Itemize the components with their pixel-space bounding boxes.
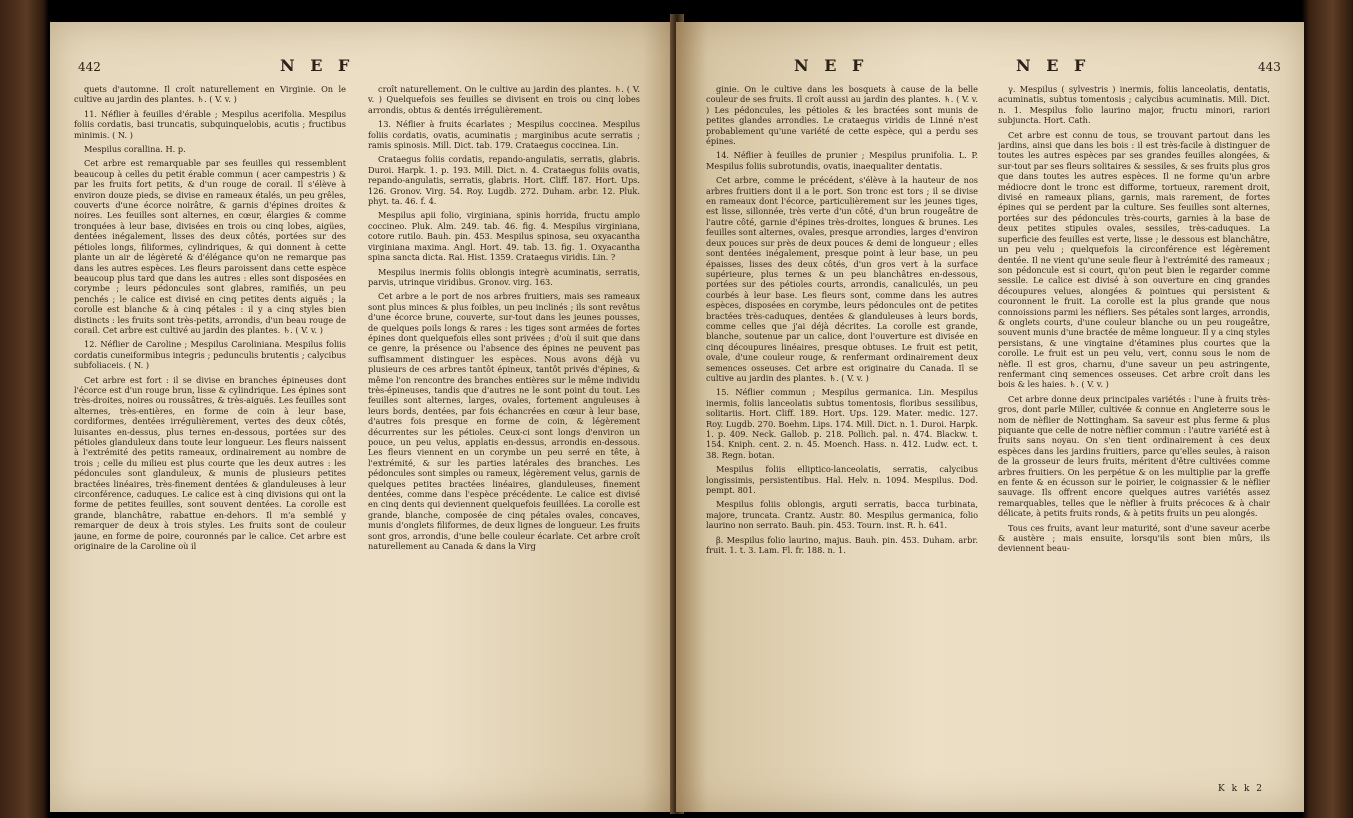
paragraph: croît naturellement. On le cultive au jardin des plantes. ♄. ( V. v. ) Quelquefois ses feuilles se divisent en trois ou cinq lobes arrondis, obtus & dentés irrégulièrement.: [368, 84, 640, 115]
right-column-2: [998, 84, 1270, 804]
paragraph: Cet arbre, comme le précédent, s'élève à la hauteur de nos arbres fruitiers dont il a le port. Son tronc est tors ; il se divise en rameaux dont l'écorce, particulièrement sur les jeunes tiges, est lisse, sillonnée, très verte d'un côté, d'un brun rougeâtre de l'autre côté, garnie d'épines très-droites, longues & brunes. Les feuilles sont alternes, ovales, presque arrondies, larges d'environ deux pouces sur près de deux pouces & demi de longueur ; elles sont dentées inégalement, presque point à leur base, un peu épaisses, lisses des deux côtés, d'un gros vert à la surface supérieure, plus ternes & un peu blanchâtres en-dessous, portées sur des pétioles courts, arrondis, canaliculés, un peu courbés à leur base. Les fleurs sont, comme dans les autres espèces, disposées en corymbe, leurs pédoncules ont de petites bractées très-caduques, dentées & glanduleuses à leurs bords, comme celles que j'ai déjà décrites. La corolle est grande, blanche, soutenue par un calice, dont l'ouverture est divisée en cinq découpures linéaires, presque obtuses. Le fruit est petit, ovale, d'une couleur rouge, & renfermant ordinairement deux semences osseuses. Cet arbre est originaire du Canada. Il se cultive au jardin des plantes. ♄. ( V. v. ): [706, 175, 978, 383]
paragraph: Cet arbre a le port de nos arbres fruitiers, mais ses rameaux sont plus minces & plus foibles, un peu inclinés ; ils sont revêtus d'une écorce brune, couverte, sur-tout dans les jeunes pousses, de quelques poils longs & rares : les tiges sont armées de fortes épines dont quelquefois elles sont privées ; d'où il suit que dans ce genre, la présence ou l'absence des épines ne peuvent pas suffisamment distinguer les espèces. Nous avons déjà vu plusieurs de ces arbres tantôt épineux, tantôt privés d'épines, & même l'on rencontre des branches entières sur le même individu très-épineuses, tandis que d'autres ne le sont point du tout. Les feuilles sont alternes, larges, ovales, fortement anguleuses à leurs bords, dentées, par fois échancrées en cœur à leur base, d'autres fois presque en forme de coin, & légèrement décurrentes sur les pétioles. Ceux-ci sont longs d'environ un pouce, un peu velus, applatis en-dessus, arrondis en-dessous. Les fleurs viennent en un corymbe un peu serré en tête, à l'extrémité, & sur les parties latérales des branches. Les pédoncules sont simples ou rameux, légèrement velus, garnis de quelques petites bractées linéaires, glanduleuses, finement dentées, comme dans l'espèce précédente. Le calice est divisé en cinq dents qui deviennent quelquefois feuillées. La corolle est grande, blanche, composée de cinq pétales ovales, concaves, munis d'onglets filiformes, de deux lignes de longueur. Les fruits sont gros, arrondis, d'une belle couleur écarlate. Cet arbre croît naturellement au Canada & dans la Virg: [368, 291, 640, 552]
paragraph: Cet arbre est fort : il se divise en branches épineuses dont l'écorce est d'un rouge brun, lisse & cylindrique. Les épines sont très-droites, noires ou roussâtres, & très-aiguës. Les feuilles sont alternes, très-entières, en forme de coin à leur base, cordiformes, dentées irrégulièrement, vertes des deux côtés, luisantes en-dessus, plus ternes en-dessous, portées sur des pétioles glanduleux dans toute leur longueur. Les fleurs naissent à l'extrémité des petits rameaux, ordinairement au nombre de trois ; celle du milieu est plus courte que les deux autres : les pédoncules sont glanduleux, & munis de plusieurs petites bractées linéaires, très-finement dentées & glanduleuses à leur circonférence, caduques. Le calice est à cinq divisions qui ont la forme de petites feuilles, sont souvent dentées. La corolle est grande, blanchâtre, rabattue en-dehors. Il m'a semblé y remarquer de deux à trois styles. Les fruits sont de couleur jaune, en forme de poire, couronnés par le calice. Cet arbre est originaire de la Caroline où il: [74, 374, 346, 552]
paragraph: 15. Néflier commun ; Mespilus germanica. Lin. Mespilus inermis, foliis lanceolatis subtus tomentosis, floribus sessilibus, solitariis. Hort. Cliff. 189. Hort. Ups. 129. Mater. medic. 127. Roy. Lugdb. 270. Boehm. Lips. 174. Mill. Dict. n. 1. Duroi. Harpk. 1. p. 409. Neck. Gallob. p. 218. Pollich. pal. n. 474. Blackw. t. 154. Kniph. cent. 2. n. 45. Moench. Hass. n. 412. Ludw. ect. t. 38. Regn. botan.: [706, 387, 978, 460]
running-header-right-a: N E F: [794, 56, 869, 75]
paragraph: Mespilus corallina. H. p.: [84, 144, 186, 155]
left-column-2: [368, 84, 640, 804]
paragraph: quets d'automne. Il croît naturellement en Virginie. On le cultive au jardin des plantes. ♄. ( V. v. ): [74, 84, 346, 105]
paragraph: β. Mespilus folio laurino, majus. Bauh. pin. 453. Duham. arbr. fruit. 1. t. 3. Lam. Fl. fr. 188. n. 1.: [706, 534, 978, 556]
paragraph: 12. Néflier de Caroline ; Mespilus Caroliniana. Mespilus foliis cordatis cuneiformibus integris ; pedunculis brutentis ; calycibus subfoliaceis. ( N. ): [74, 339, 346, 371]
paragraph: Mespilus apii folio, virginiana, spinis horrida, fructu amplo coccineo. Pluk. Alm. 249. tab. 46. fig. 4. Mespilus virginiana, cotore rutilo. Bauh. pin. 453. Mespilus spinosa, seu oxyacantha virginiana maxima. Angl. Hort. 49. tab. 13. fig. 1. Oxyacantha spina sancta dicta. Rai. Hist. 1359. Crataegus viridis. Lin. ?: [368, 210, 640, 263]
paragraph: Cet arbre donne deux principales variétés : l'une à fruits très-gros, dont parle Miller, cultivée & connue en Angleterre sous le nom de nèflier de Nottingham. Sa saveur est plus ferme & plus piquante que celle de notre nèflier commun : l'autre variété est à fruits sans noyau. On s'en tient ordinairement à ces deux espèces dans les jardins fruitiers, parce qu'elles seules, à raison de la grosseur de leurs fruits, méritent d'être cultivées comme arbres fruitiers. On les perpétue & on les multiplie par la greffe en fente & en écusson sur le poirier, le coignassier & le nèflier sauvage. Ils offrent encore quelques autres variétés assez remarquables, telles que le nèflier à fruits précoces & à chair délicate, à petits fruits ronds, & à petits fruits un peu alongés.: [998, 393, 1270, 519]
left-page: [50, 22, 680, 812]
paragraph: Cet arbre est remarquable par ses feuilles qui ressemblent beaucoup à celles du petit érable commun ( acer campestris ) & par les fruits fort petits, & d'un rouge de corail. Il s'élève à environ douze pieds, se divise en rameaux étalés, un peu grêles, couverts d'une écorce noirâtre, & garnis d'épines droites & noires. Les feuilles sont alternes, en cœur, élargies & comme tronquées à leur base, divisées en trois ou cinq lobes, aigües, dentées inégalement, lisses des deux côtés, portées sur des pétioles longs, filiformes, cylindriques, & qui donnent à cette plante un air de légèreté & d'élégance qu'on ne remarque pas dans les autres espèces. Les fleurs paroissent dans cette espèce beaucoup plus tard que dans les autres : elles sont disposées en corymbe ; leurs pédoncules sont glabres, ramifiés, un peu penchés ; le calice est divisé en cinq petites dents aiguës ; la corolle est blanche & à cinq pétales : il y a cinq styles bien distincts : les fruits sont très-petits, arrondis, d'un beau rouge de corail. Cet arbre est cultivé au jardin des plantes. ♄. ( V. v. ): [74, 158, 346, 335]
paragraph: γ. Mespilus ( sylvestris ) inermis, foliis lanceolatis, dentatis, acuminatis, subtus tomentosis ; calycibus acuminatis. Mill. Dict. n. 1. Mespilus folio laurino major, fructu minori, rariori subjuncta. Hort. Cath.: [998, 84, 1270, 126]
running-header-left: N E F: [280, 56, 355, 75]
page-number-left: 442: [78, 60, 101, 74]
paragraph: Mespilus foliis elliptico-lanceolatis, serratis, calycibus longissimis, persistentibus. Hal. Helv. n. 1094. Mespilus. Dod. pempt. 801.: [706, 464, 978, 496]
paragraph: 11. Néflier à feuilles d'érable ; Mespilus acerifolia. Mespilus foliis cordatis, basi truncatis, subquinquelobis, acutis ; fructibus minimis. ( N. ): [74, 108, 346, 140]
right-page: [676, 22, 1304, 812]
right-column-1: [706, 84, 978, 804]
paragraph: 14. Néflier à feuilles de prunier ; Mespilus prunifolia. L. P. Mespilus foliis subrotundis, ovatis, inaequaliter dentatis.: [706, 150, 978, 171]
page-number-right: 443: [1258, 60, 1281, 74]
paragraph: Crataegus foliis cordatis, repando-angulatis, serratis, glabris. Duroi. Harpk. 1. p. 193. Mill. Dict. n. 4. Crataegus foliis ovatis, repando-angulatis, serratis, glabris. Hort. Cliff. 187. Hort. Ups. 126. Gronov. Virg. 54. Roy. Lugdb. 272. Duham. arbr. 12. Pluk. phyt. ta. 46. f. 4.: [368, 154, 640, 207]
paragraph: Cet arbre est connu de tous, se trouvant partout dans les jardins, ainsi que dans les bois : il est très-facile à distinguer de toutes les autres espèces par ses grandes feuilles alongées, & sur-tout par ses fleurs solitaires & sessiles, & ses fruits plus gros que dans toutes les autres espèces. Il ne forme qu'un arbre médiocre dont le tronc est difforme, tortueux, rarement droit, divisé en rameaux plians, garnis, mais rarement, de fortes épines qui se perdent par la culture. Ses feuilles sont alternes, portées sur des pédoncules très-courts, garnies à la base de deux petites stipules ovales, sessiles, très-caduques. La superficie des feuilles est verte, lisse ; le dessous est blanchâtre, un peu velu ; quelquefois la circonférence est légèrement dentée. Il ne vient qu'une seule fleur à l'extrémité des rameaux ; son pédoncule est si court, qu'on peut bien le regarder comme sessile. Le calice est divisé à son ouverture en cinq grandes découpures velues, alongées & pointues qui persistent & couronnent le fruit. La corolle est la plus grande que nous connoissions parmi les néfliers. Ses pétales sont larges, arrondis, & onglets courts, d'une couleur blanche ou un peu rougeâtre, souvent munis d'une bractée de même longueur. Il y a cinq styles persistans, & une vingtaine d'étamines plus courtes que la corolle. Le fruit est un peu velu, vert, connu sous le nom de nèfle. Il est gros, charnu, d'une saveur un peu astringente, renfermant cinq semences osseuses. Cet arbre croît dans les bois & les haies. ♄. ( V. v. ): [998, 129, 1270, 390]
paragraph: 13. Néflier à fruits écarlates ; Mespilus coccinea. Mespilus foliis cordatis, ovatis, acuminatis ; marginibus acute serratis ; ramis spinosis. Mill. Dict. tab. 179. Crataegus coccinea. Lin.: [368, 119, 640, 151]
running-header-right: N E F: [1016, 56, 1091, 75]
paragraph: Mespilus foliis oblongis, arguti serratis, bacca turbinata, majore, truncata. Crantz. Austr. 80. Mespilus germanica, folio laurino non serrato. Bauh. pin. 453. Tourn. inst. R. h. 641.: [706, 499, 978, 531]
paragraph: Mespilus inermis foliis oblongis integrè acuminatis, serratis, parvis, utrinque viridibus. Gronov. virg. 163.: [368, 266, 640, 287]
paragraph: Tous ces fruits, avant leur maturité, sont d'une saveur acerbe & austère ; mais ensuite, lorsqu'ils sont bien mûrs, ils deviennent beau-: [998, 522, 1270, 554]
signature-mark: K k k 2: [1218, 784, 1264, 794]
paragraph: ginie. On le cultive dans les bosquets à cause de la belle couleur de ses fruits. Il croît aussi au jardin des plantes. ♄. ( V. v. ) Les pédoncules, les pétioles & les bractées sont munis de petites glandes arrondies. Le crataegus viridis de Linné n'est probablement qu'une variété de cette espèce, qui a perdu ses épines.: [706, 84, 978, 147]
left-column-1: [74, 84, 346, 804]
